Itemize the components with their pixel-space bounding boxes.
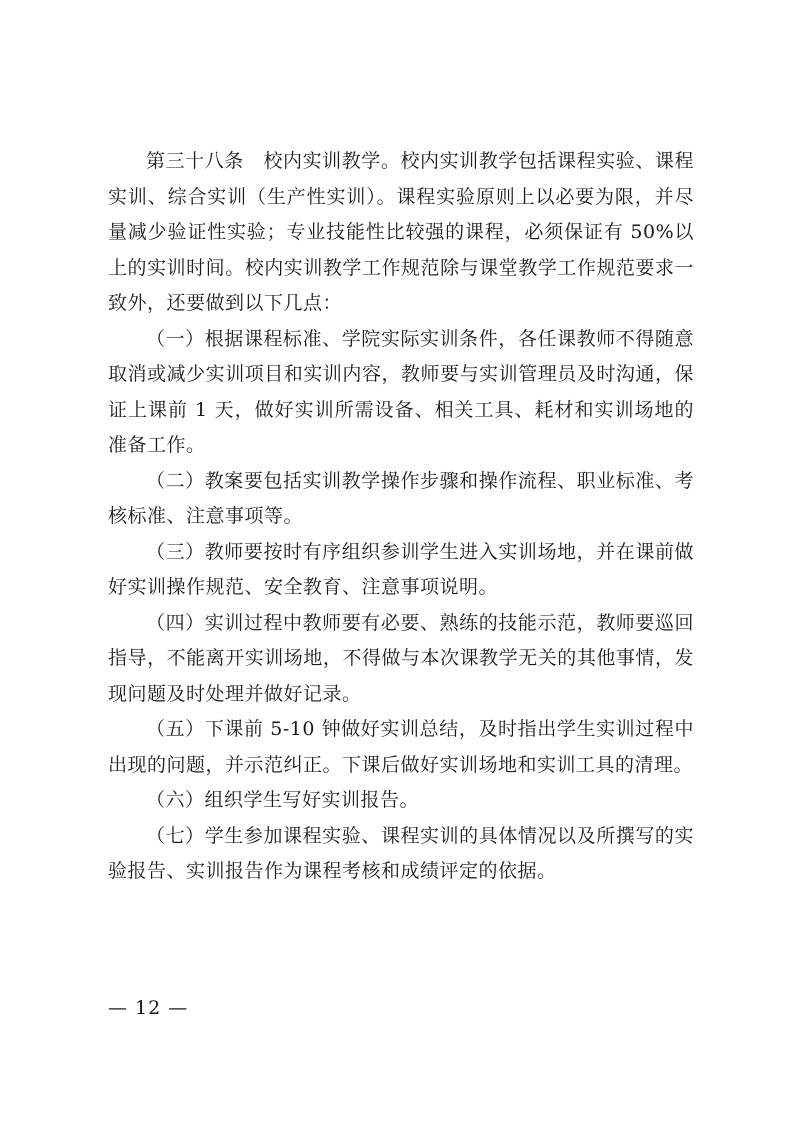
paragraph-item-2: （二）教案要包括实训教学操作步骤和操作流程、职业标准、考核标准、注意事项等。 [108,469,694,527]
paragraph-item-7: （七）学生参加课程实验、课程实训的具体情况以及所撰写的实验报告、实训报告作为课程考核和成绩评定的依据。 [108,824,694,882]
paragraph-item-1: （一）根据课程标准、学院实际实训条件，各任课教师不得随意取消或减少实训项目和实训内容，教师要与实训管理员及时沟通，保证上课前 1 天，做好实训所需设备、相关工具、耗材和实训场地的准备工作。 [108,327,694,456]
paragraph-article-38: 第三十八条 校内实训教学。校内实训教学包括课程实验、课程实训、综合实训（生产性实训）。课程实验原则上以必要为限，并尽量减少验证性实验；专业技能性比较强的课程，必须保证有 50%以上的实训时间。校内实训教学工作规范除与课堂教学工作规范要求一致外，还要做到以下几点： [108,150,694,314]
paragraph-item-4: （四）实训过程中教师要有必要、熟练的技能示范，教师要巡回指导，不能离开实训场地，不得做与本次课教学无关的其他事情，发现问题及时处理并做好记录。 [108,611,694,705]
page-number: — 12 — [108,997,189,1019]
paragraph-item-6: （六）组织学生写好实训报告。 [146,789,420,811]
body-text [108,144,694,890]
paragraph-item-3: （三）教师要按时有序组织参训学生进入实训场地，并在课前做好实训操作规范、安全教育、注意事项说明。 [108,540,694,598]
paragraph-item-5: （五）下课前 5-10 钟做好实训总结，及时指出学生实训过程中出现的问题，并示范纠正。下课后做好实训场地和实训工具的清理。 [108,718,694,776]
